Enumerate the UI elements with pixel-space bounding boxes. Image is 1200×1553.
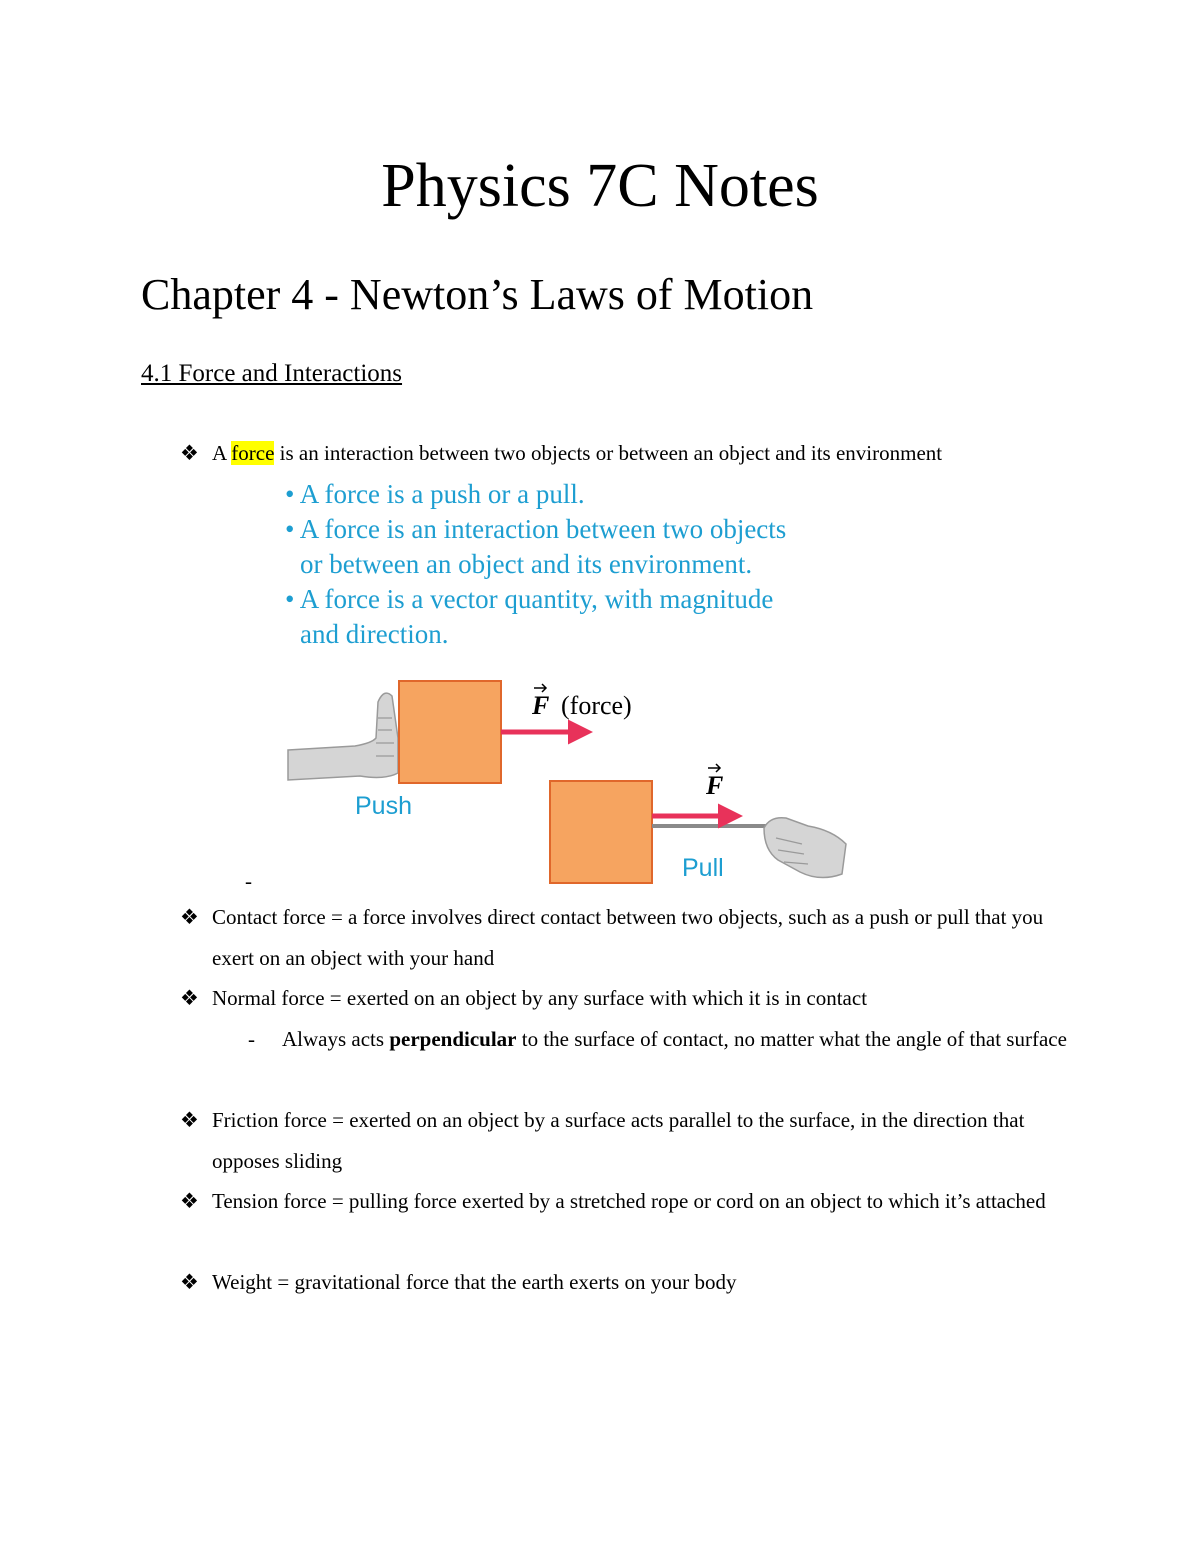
- figure-line-2: • A force is an interaction between two objects: [285, 514, 787, 544]
- pull-force-label: [705, 764, 723, 800]
- push-pull-figure: [280, 668, 860, 888]
- force-symbol: F: [532, 691, 550, 720]
- push-label: Push: [355, 792, 412, 820]
- force-rest: is an interaction between two objects or between an object and its environment: [274, 441, 943, 465]
- page-title: Physics 7C Notes: [381, 152, 819, 220]
- section-heading: 4.1 Force and Interactions: [141, 360, 403, 387]
- list-item-contact-force: Contact force = a force involves direct contact between two objects, such as a push or pull that you exert on an object with your hand: [212, 905, 1044, 970]
- pull-box: [550, 781, 652, 883]
- chapter-heading: Chapter 4 - Newton’s Laws of Motion: [141, 270, 814, 319]
- figure-line-5: and direction.: [300, 619, 449, 649]
- force-prefix: A: [212, 441, 232, 465]
- list-item-force-definition: [212, 433, 1072, 473]
- bullet-icon: ❖: [180, 1189, 199, 1213]
- figure-line-3: or between an object and its environment.: [300, 549, 753, 579]
- bullet-icon: ❖: [180, 441, 199, 465]
- list-item-weight: Weight = gravitational force that the earth exerts on your body: [212, 1270, 737, 1294]
- sub-item-pre: Always acts: [282, 1027, 390, 1051]
- figure-line-1: • A force is a push or a pull.: [285, 479, 585, 509]
- bullet-icon: ❖: [180, 905, 199, 929]
- push-hand-icon: [288, 693, 398, 780]
- force-symbol: F: [706, 771, 724, 800]
- push-box: [399, 681, 501, 783]
- highlighted-term: force: [231, 441, 275, 465]
- figure-dash: -: [245, 869, 252, 893]
- sub-item-perpendicular: [282, 1019, 1072, 1060]
- sub-item-post: to the surface of contact, no matter what the angle of that surface: [516, 1027, 1067, 1051]
- force-word: (force): [561, 691, 632, 720]
- pull-label: Pull: [682, 854, 724, 882]
- bold-term: perpendicular: [389, 1027, 517, 1051]
- sub-bullet-dash: -: [248, 1027, 255, 1051]
- list-item-tension-force: Tension force = pulling force exerted by a stretched rope or cord on an object to which it’s attached: [212, 1189, 1046, 1213]
- pull-hand-icon: [764, 818, 846, 878]
- bullet-icon: ❖: [180, 986, 199, 1010]
- bullet-icon: ❖: [180, 1270, 199, 1294]
- push-force-label: [531, 684, 632, 720]
- figure-line-4: • A force is a vector quantity, with magnitude: [285, 584, 774, 614]
- list-item-friction-force: Friction force = exerted on an object by a surface acts parallel to the surface, in the direction that opposes sliding: [212, 1108, 1025, 1173]
- bullet-icon: ❖: [180, 1108, 199, 1132]
- list-item-normal-force: Normal force = exerted on an object by any surface with which it is in contact: [212, 986, 868, 1010]
